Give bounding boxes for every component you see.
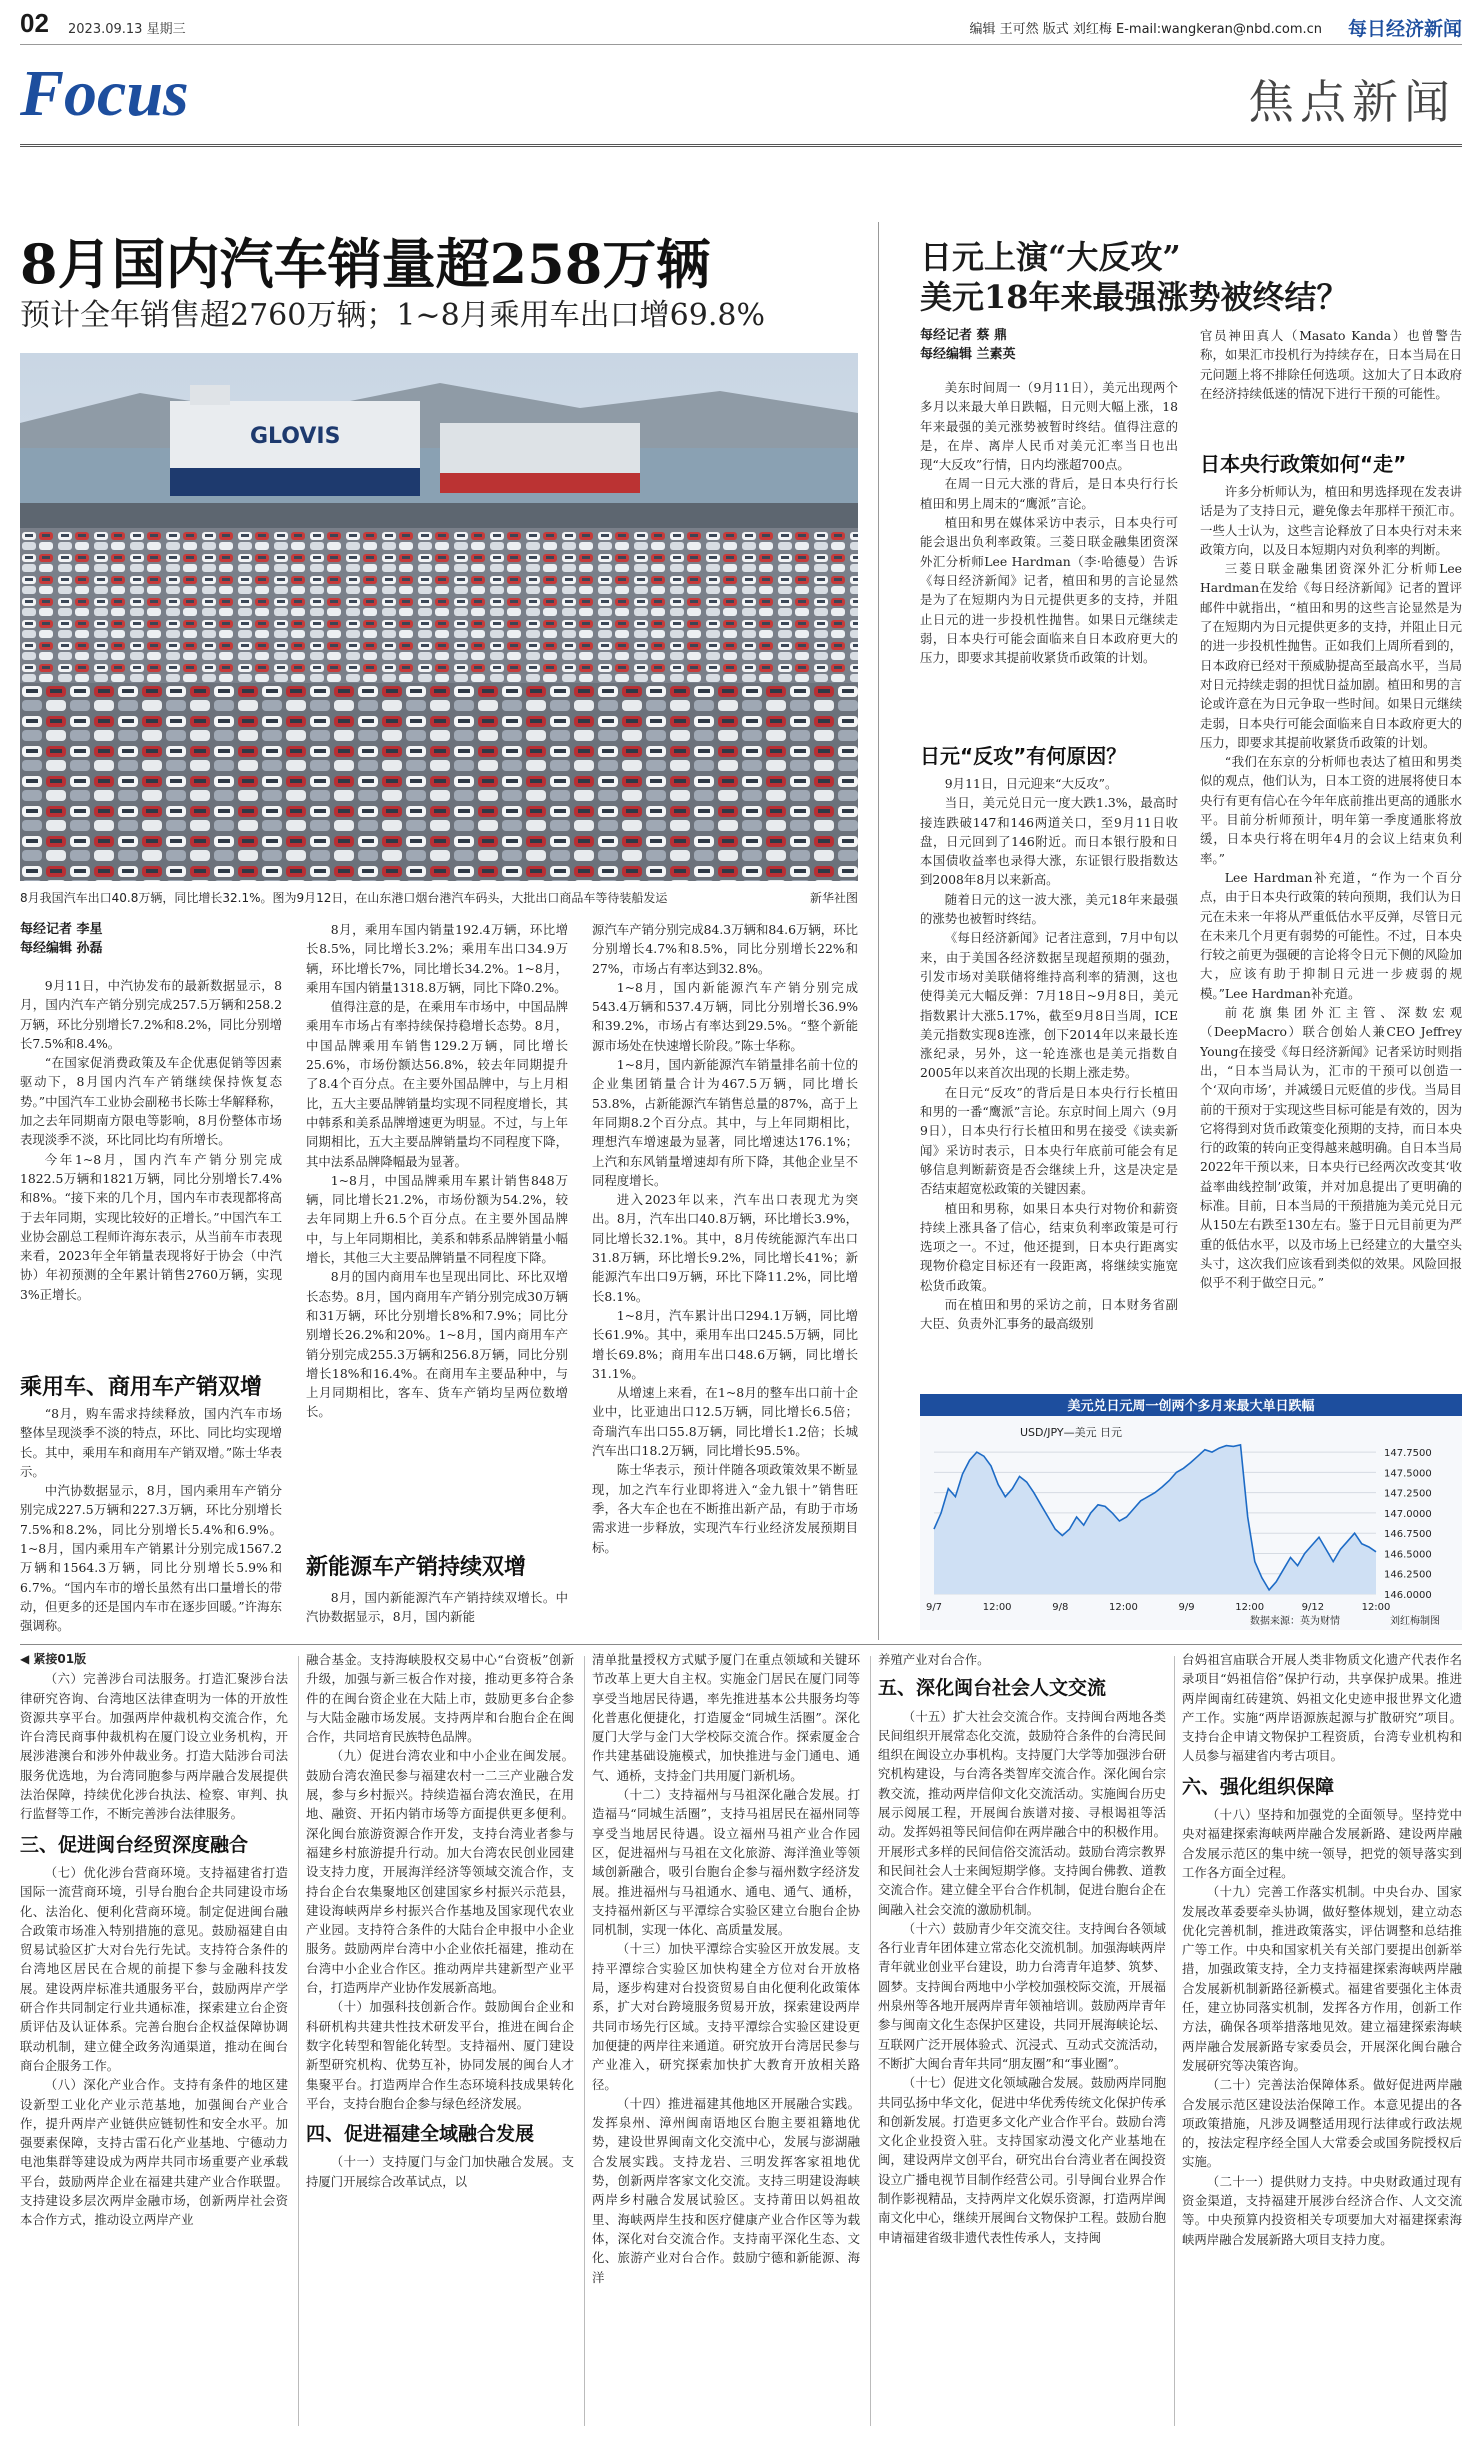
y-tick-label: 147.5000 (1384, 1468, 1432, 1480)
section-name-cn: 焦点新闻 (1248, 75, 1456, 129)
paragraph: （十二）支持福州与马祖深化融合发展。打造福马“同城生活圈”，支持马祖居民在福州同等享受当地居民待遇。设立福州马祖产业合作园区，促进福州与马祖在文化旅游、海洋渔业等领域创新融合，吸引台胞台企参与福州数字经济发展。推进福州与马祖通水、通电、通气、通桥，支持福州新区与平潭综合实验区建立台胞台企协同机制，实现一体化、高质量发展。 (592, 1787, 860, 1938)
paragraph: 1~8月，国内新能源汽车产销分别完成543.4万辆和537.4万辆，同比分别增长36.9%和39.2%，市场占有率达到29.5%。“整个新能源市场处在快速增长阶段。”陈士华称。 (592, 979, 858, 1053)
paragraph: 养殖产业对台合作。 (878, 1652, 990, 1667)
main-headline: 8月国内汽车销量超258万辆 (20, 232, 711, 296)
paragraph: 《每日经济新闻》记者注意到，7月中旬以来，由于美国各经济数据呈现超预期的强劲，引发市场对美联储将维持高利率的猜测，这也使得美元大幅反弹：7月18日~9月8日，美元指数累计大涨5.17%，截至9月8日当周，ICE美元指数实现8连涨，创下2014年以来最长连涨纪录，另外，这一轮连涨也是美元指数自2005年以来首次出现的长期上涨走势。 (920, 930, 1178, 1081)
paragraph: 许多分析师认为，植田和男选择现在发表讲话是为了支持日元，避免像去年那样干预汇市。一些人士认为，这些言论释放了日本央行对未来政策方向，以及日本短期内对负利率的判断。 (1200, 484, 1462, 557)
paragraph: 1~8月，中国品牌乘用车累计销售848万辆，同比增长21.2%，市场份额为54.2%，较去年同期上升6.5个百分点。在主要外国品牌中，与上年同期相比，美系和韩系品牌销量小幅增长，其他三大主要品牌销量不同程度下降。 (306, 1172, 568, 1266)
main-col-1b (20, 1404, 282, 1634)
chart-credit: 刘红梅制图 (1390, 1616, 1440, 1627)
paragraph: 植田和男称，如果日本央行对物价和薪资持续上涨具备了信心，结束负利率政策是可行选项之一。不过，他还提到，日本央行距离实现物价稳定目标还有一段距离，将继续实施宽松货币政策。 (920, 1200, 1178, 1293)
paragraph: 在周一日元大涨的背后，是日本央行行长植田和男上周末的“鹰派”言论。 (920, 476, 1178, 511)
editor-info: 编辑 王可然 版式 刘红梅 E-mail:wangkeran@nbd.com.cn (969, 22, 1322, 37)
yen-col-a2 (920, 774, 1178, 1386)
bottom-col-5 (1182, 1650, 1462, 2426)
paragraph: （十九）完善工作落实机制。中央台办、国家发展改革委要牵头协调，做好整体规划，建立动态优化完善机制，推进政策落实，评估调整和总结推广等工作。中央和国家机关有关部门要提出创新举措，加强政策支持，全力支持福建探索海峡两岸融合发展新机制新路径新模式。福建省要强化主体责任，建立协同落实机制，发挥各方作用，创新工作方法，确保各项举措落地见效。建立福建探索海峡两岸融合发展新路专家委员会，开展深化闽台融合发展研究等决策咨询。 (1182, 1884, 1462, 2073)
photo-credit: 新华社图 (809, 891, 858, 905)
y-tick-label: 146.5000 (1384, 1549, 1432, 1561)
paragraph: （十）加强科技创新合作。鼓励闽台企业和科研机构共建共性技术研发平台，推进在闽台企数字化转型和智能化转型。支持福州、厦门建设新型研究机构、优势互补，协同发展的闽台人才集聚平台。打造两岸合作生态环境科技成果转化平台，支持台胞台企参与绿色经济发展。 (306, 1999, 574, 2111)
column-divider (870, 1656, 871, 2426)
paragraph: “我们在东京的分析师也表达了植田和男类似的观点，他们认为，日本工资的进展将使日本央行有更有信心在今年年底前推出更高的通胀水平。目前分析师预计，明年第一季度通胀将放缓，日本央行将在明年4月的会议上结束负利率。” (1200, 754, 1462, 866)
subhead-nev: 新能源车产销持续双增 (306, 1555, 527, 1580)
main-byline (20, 920, 103, 958)
paragraph: （十七）促进文化领域融合发展。鼓励两岸同胞共同弘扬中华文化，促进中华优秀传统文化保护传承和创新发展。打造更多文化产业合作平台。鼓励台湾文化企业投资入驻。支持国家动漫文化产业基地在闽，建设两岸文创平台，研究出台台湾业者在闽投资设立广播电视节目制作经营公司。引导闽台业界合作制作影视精品，支持两岸文化娱乐资源，打造两岸闽南文化中心，继续开展闽台文物保护工程。鼓励台胞申请福建省级非遗代表性传承人，支持闽 (878, 2075, 1166, 2245)
subhead-passenger-commercial: 乘用车、商用车产销双增 (20, 1375, 263, 1400)
subhead-yen-reason: 日元“反攻”有何原因？ (920, 744, 1127, 768)
issue-date: 2023.09.13 星期三 (68, 22, 186, 37)
paragraph: （十三）加快平潭综合实验区开放发展。支持平潭综合实验区加快构建全方位对台开放格局，逐步构建对台投资贸易自由化便利化政策体系，扩大对台跨境服务贸易开放，探索建设两岸共同市场先行区域。支持平潭综合实验区建设更加便捷的两岸往来通道。研究放开台湾居民参与产业准入，研究探索加快扩大教育开放相关路径。 (592, 1941, 860, 2092)
paragraph: 台妈祖宫庙联合开展人类非物质文化遗产代表作名录项目“妈祖信俗”保护行动，共享保护成果。推进两岸闽南红砖建筑、妈祖文化史迹申报世界文化遗产工作。实施“两岸语源族起源与扩散研究”项目。支持台企申请文物保护工程资质，台湾专业机构和人员参与福建省内考古项目。 (1182, 1652, 1462, 1764)
x-tick-label: 12:00 (982, 1602, 1012, 1613)
paragraph: 随着日元的这一波大涨，美元18年来最强的涨势也被暂时终结。 (920, 891, 1178, 927)
editor: 每经编辑 兰素英 (920, 347, 1016, 362)
paragraph: 8月，乘用车国内销量192.4万辆，环比增长8.5%，同比增长3.2%；乘用车出口34.9万辆，环比增长7%，同比增长34.2%。1~8月，乘用车国内销量1318.8万辆，同比下降0.2%。 (306, 922, 568, 995)
paragraph: （二十）完善法治保障体系。做好促进两岸融合发展示范区建设法治保障工作。本意见提出的各项政策措施，凡涉及调整适用现行法律或行政法规的，按法定程序经全国人大常委会或国务院授权后实施。 (1182, 2077, 1462, 2170)
photo-caption (20, 889, 858, 906)
paragraph: 今年1~8月，国内汽车产销分别完成1822.5万辆和1821万辆，同比分别增长7.4%和8%。“接下来的几个月，国内车市表现都将高于去年同期，实现比较好的正增长。”中国汽车工业协会副总工程师许海东表示，从当前车市表现来看，2023年全年销量表现将好于协会（中汽协）年初预测的全年累计销售2760万辆，实现3%正增长。 (20, 1151, 282, 1302)
paragraph: （六）完善涉台司法服务。打造汇聚涉台法律研究咨询、台湾地区法律查明为一体的开放性资源共享平台。加强两岸仲裁机构交流合作，允许台湾民商事仲裁机构在厦门设立业务机构，开展涉港澳台和涉外仲裁业务。打造大陆涉台司法服务优选地，为台湾同胞参与两岸融合发展提供法治保障，持续优化涉台执法、检察、审判、执行监督等工作，不断完善涉台法律服务。 (20, 1671, 288, 1822)
paragraph: 从增速上来看，在1~8月的整车出口前十企业中，比亚迪出口12.5万辆，同比增长6.5倍；奇瑞汽车出口55.8万辆，同比增长1.2倍；长城汽车出口18.2万辆，同比增长95.5%。 (592, 1385, 858, 1459)
paragraph: 中汽协数据显示，8月，国内乘用车产销分别完成227.5万辆和227.3万辆，环比分别增长7.5%和8.2%，同比分别增长5.4%和6.9%。1~8月，国内乘用车产销累计分别完成1567.2万辆和1564.3万辆，同比分别增长5.9%和6.7%。“国内车市的增长虽然有出口量增长的带动，但更多的还是国内车市在逐步回暖。”许海东强调称。 (20, 1483, 282, 1634)
ship-name: GLOVIS (250, 424, 341, 449)
page-separator (20, 1644, 1462, 1645)
paragraph: 植田和男在媒体采访中表示，日本央行可能会退出负利率政策。三菱日联金融集团资深外汇分析师Lee Hardman（李·哈德曼）告诉《每日经济新闻》记者，植田和男的言论显然是为了在短期内为日元提供更多的支持，并阻止日元的进一步投机性抛售。如果日元继续走弱，日本央行可能会面临来自日本政府更大的压力，即要求其提前收紧货币政策的计划。 (920, 515, 1178, 666)
y-tick-label: 146.7500 (1384, 1529, 1432, 1541)
y-tick-label: 147.2500 (1384, 1488, 1432, 1500)
paragraph: （八）深化产业合作。支持有条件的地区建设新型工业化产业示范基地，加强闽台产业合作，提升两岸产业链供应链韧性和安全水平。加强要素保障，支持古雷石化产业基地、宁德动力电池集群等建设成为两岸共同市场重要产业承载平台，鼓励两岸企业在福建共建产业合作联盟。支持建设多层次两岸金融市场，创新两岸社会资本合作方式，推动设立两岸产业 (20, 2077, 288, 2228)
subhead-section-5: 五、深化闽台社会人文交流 (878, 1677, 1107, 1700)
y-tick-label: 147.7500 (1384, 1448, 1432, 1460)
x-tick-label: 9/9 (1178, 1602, 1195, 1613)
yen-byline (920, 326, 1016, 364)
paragraph: （二十一）提供财力支持。中央财政通过现有资金渠道，支持福建开展涉台经济合作、人文交流等。中央预算内投资相关专项要加大对福建探索海峡两岸融合发展新路大项目支持力度。 (1182, 2173, 1462, 2247)
subhead-section-4: 四、促进福建全域融合发展 (306, 2123, 535, 2146)
paragraph: 当日，美元兑日元一度大跌1.3%，最高时接连跌破147和146两道关口，至9月11日收盘，日元回到了146附近。而日本银行股和日本国债收益率也录得大涨，东证银行股指数达到2008年8月以来新高。 (920, 795, 1178, 888)
x-tick-label: 9/8 (1052, 1602, 1069, 1613)
section-name: Focus (20, 57, 189, 130)
paragraph: 值得注意的是，在乘用车市场中，中国品牌乘用车市场占有率持续保持稳增长态势。8月，中国品牌乘用车销售129.2万辆，同比增长25.6%，市场份额达56.8%，较去年同期提升了8.4个百分点。在主要外国品牌中，与上月相比，五大主要品牌销量均实现不同程度增长，其中韩系和美系品牌增速更为明显。不过，与上年同期相比，五大主要品牌销量均不同程度下降，其中法系品牌降幅最为显著。 (306, 999, 568, 1169)
paragraph: “在国家促消费政策及车企优惠促销等因素驱动下，8月国内汽车产销继续保持恢复态势。”中国汽车工业协会副秘书长陈士华解释称，加之去年同期南方限电等影响，8月份整体市场表现淡季不淡，环比同比均有所增长。 (20, 1055, 282, 1148)
paragraph: 陈士华表示，预计伴随各项政策效果不断显现，加之汽车行业即将进入“金九银十”销售旺季，各大车企也在不断推出新产品，有助于市场需求进一步释放，实现汽车行业经济发展预期目标。 (592, 1462, 858, 1555)
bottom-col-4 (878, 1650, 1166, 2426)
y-tick-label: 146.2500 (1384, 1569, 1432, 1581)
paragraph: 源汽车产销分别完成84.3万辆和84.6万辆，环比分别增长4.7%和8.5%，同比分别增长22%和27%，市场占有率达到32.8%。 (592, 922, 858, 976)
paragraph: （十六）鼓励青少年交流交往。支持闽台各领域各行业青年团体建立常态化交流机制。加强海峡两岸青年就业创业平台建设，助力台湾青年追梦、筑梦、圆梦。支持闽台两地中小学校加强校际交流，开展福州泉州等各地开展两岸青年领袖培训。鼓励两岸青年参与闽南文化生态保护区建设，共同开展海峡论坛、互联网广泛开展体验式、沉浸式、互动式交流活动，不断扩大闽台青年共同“朋友圈”和“事业圈”。 (878, 1920, 1166, 2071)
main-col-2b (306, 1588, 568, 1634)
photo-caption-text: 8月我国汽车出口40.8万辆，同比增长32.1%。图为9月12日，在山东港口烟台港汽车码头，大批出口商品车等待装船发运 (20, 891, 668, 905)
news-photo (20, 353, 858, 881)
usdjpy-chart (920, 1394, 1462, 1630)
bottom-col-2 (306, 1650, 574, 2426)
editor: 每经编辑 孙磊 (20, 941, 103, 956)
subhead-boj-policy: 日本央行政策如何“走” (1200, 452, 1407, 476)
paragraph: （十四）推进福建其他地区开展融合实践。发挥泉州、漳州闽南语地区台胞主要祖籍地优势，建设世界闽南文化交流中心，发展与澎湖融合发展实践。支持龙岩、三明发挥客家祖地优势，创新两岸客家文化交流。支持三明建设海峡两岸乡村融合发展试验区。支持莆田以妈祖故里、海峡两岸生技和医疗健康产业合作区等为载体，深化对台交流合作。支持南平深化生态、文化、旅游产业对台合作。鼓励宁德和新能源、海洋 (592, 2095, 860, 2285)
column-divider (584, 1656, 585, 2426)
y-tick-label: 146.0000 (1384, 1590, 1432, 1601)
paragraph: Lee Hardman补充道，“作为一个百分点，由于日本央行政策的转向预期，我们认为日元在未来一年将从严重低估水平反弹，尽管日元在未来几个月更有弱势的可能性。不过，日本央行较之前更为强硬的言论将令日元下侧的风险加大，应该有助于抑制日元进一步疲弱的规模。”Lee Hardman补充道。 (1200, 869, 1462, 1001)
paragraph: 9月11日，日元迎来“大反攻”。 (944, 776, 1118, 791)
y-tick-label: 147.0000 (1384, 1508, 1432, 1520)
continued-label: ◀ 紧接01版 (20, 1652, 87, 1666)
column-divider (1174, 1656, 1175, 2426)
section-banner (20, 44, 1462, 147)
x-tick-label: 12:00 (1235, 1602, 1265, 1613)
paragraph: 8月，国内新能源汽车产销持续双增长。中汽协数据显示，8月，国内新能 (306, 1590, 568, 1625)
subhead-section-6: 六、强化组织保障 (1182, 1775, 1335, 1798)
paragraph: 8月的国内商用车也呈现出同比、环比双增长态势。8月，国内商用车产销分别完成30万辆和31万辆，环比分别增长8%和7.9%；同比分别增长26.2%和20%。1~8月，国内商用车产销分别完成255.3万辆和256.8万辆，同比分别增长18%和16.4%。在商用车主要品种中，与上月同期相比，客车、货车产销均呈两位数增长。 (306, 1269, 568, 1420)
paragraph: 融合基金。支持海峡股权交易中心“台资板”创新升级，加强与新三板合作对接，推动更多符合条件的在闽台资企业在大陆上市，鼓励更多台企参与大陆金融市场发展。支持两岸和台胞台企在闽合作，共同培育民族特色品牌。 (306, 1652, 574, 1745)
yen-headline-line1: 日元上演“大反攻” (920, 238, 1181, 276)
paragraph: 官员神田真人（Masato Kanda）也曾警告称，如果汇市投机行为持续存在，日本当局在日元问题上将不排除任何选项。这加大了日本政府在经济持续低迷的情况下进行干预的可能性。 (1200, 328, 1462, 401)
yen-col-b2 (1200, 482, 1462, 1386)
paragraph: 在日元“反攻”的背后是日本央行行长植田和男的一番“鹰派”言论。东京时间上周六（9月9日），日本央行行长植田和男在接受《读卖新闻》采访时表示，日本央行年底前可能会有足够信息判断薪资是否会继续上升，这是决定是否结束超宽松政策的关键因素。 (920, 1084, 1178, 1197)
paragraph: 三菱日联金融集团资深外汇分析师Lee Hardman在发给《每日经济新闻》记者的置评邮件中就指出，“植田和男的这些言论显然是为了在短期内为日元提供更多的支持，并阻止日元的进一步投机性抛售。正如我们上周所看到的，日本政府已经对干预威胁提高至最高水平，当局对日元持续走弱的担忧日益加剧。植田和男的言论或许意在为日元争取一些时间。如果日元继续走弱，日本央行可能会面临来自日本政府更大的压力，即要求其提前收紧货币政策的计划。 (1200, 561, 1462, 750)
yen-headline-line2: 美元18年来最强涨势被终结？ (920, 278, 1349, 316)
chart-legend: USD/JPY—美元 日元 (1020, 1426, 1123, 1439)
paragraph: 清单批量授权方式赋予厦门在重点领域和关键环节改革上更大自主权。实施金门居民在厦门同等享受当地居民待遇，率先推进基本公共服务均等化普惠化便捷化，打造厦金“同城生活圈”。深化厦门大学与金门大学校际交流合作。探索厦金合作共建基础设施模式，加快推进与金门通电、通气、通桥，支持金门共用厦门新机场。 (592, 1652, 860, 1783)
paragraph: （十一）支持厦门与金门加快融合发展。支持厦门开展综合改革试点，以 (306, 2154, 574, 2189)
paragraph: （七）优化涉台营商环境。支持福建省打造国际一流营商环境，引导台胞台企共同建设市场化、法治化、便利化营商环境。制定促进闽台融合政策市场准入特别措施的意见。鼓励福建自由贸易试验区扩大对台先行先试。支持符合条件的台湾地区居民在合规的前提下参与金融科技发展。建设两岸标准共通服务平台，鼓励两岸产学研合作共同制定行业共通标准，探索建立台企资质评估及认证体系。完善台胞台企权益保障协调联动机制，建立健全政务沟通渠道，推动在闽台商台企服务工作。 (20, 1864, 288, 2073)
x-tick-label: 9/12 (1301, 1602, 1325, 1613)
main-col-3 (592, 920, 858, 1634)
column-divider (298, 1656, 299, 2426)
paragraph: （十八）坚持和加强党的全面领导。坚持党中央对福建探索海峡两岸融合发展新路、建设两岸融合发展示范区的集中统一领导，把党的领导落实到工作各方面全过程。 (1182, 1807, 1462, 1880)
paragraph: 1~8月，汽车累计出口294.1万辆，同比增长61.9%。其中，乘用车出口245.5万辆，同比增长69.8%；商用车出口48.6万辆，同比增长31.1%。 (592, 1307, 858, 1381)
yen-col-a (920, 378, 1178, 734)
page-number: 02 (20, 8, 49, 38)
main-col-2 (306, 920, 568, 1532)
subhead-section-3: 三、促进闽台经贸深度融合 (20, 1833, 249, 1856)
paragraph: （九）促进台湾农业和中小企业在闽发展。鼓励台湾农渔民参与福建农村一二三产业融合发展，参与乡村振兴。持续造福台湾农渔民，在用地、融资、开拓内销市场等方面提供更多便利。深化闽台旅游资源合作开发，支持台湾业者参与福建乡村旅游提升行动。加大台湾农民创业园建设支持力度，开展海洋经济等领域交流合作，支持台企台农集聚地区创建国家乡村振兴示范县，建设海峡两岸乡村振兴合作基地及国家现代农业产业园。支持符合条件的大陆台企申报中小企业服务。鼓励两岸台湾中小企业依托福建，推动在台湾中小企业合作区。推动两岸共建新型产业平台，打造两岸产业协作发展新高地。 (306, 1748, 574, 1996)
page-header (20, 0, 1462, 45)
main-col-1 (20, 976, 282, 1362)
x-tick-label: 9/7 (925, 1602, 943, 1613)
paragraph: 进入2023年以来，汽车出口表现尤为突出。8月，汽车出口40.8万辆，环比增长3.9%，同比增长32.1%。其中，8月传统能源汽车出口31.8万辆，环比增长9.2%，同比增长41%；新能源汽车出口9万辆，环比下降11.2%，同比增长8.1%。 (592, 1192, 858, 1304)
reporter: 每经记者 蔡 鼎 (920, 328, 1008, 343)
chart-source: 数据来源：英为财情 (1250, 1616, 1340, 1627)
bottom-col-1 (20, 1650, 288, 2426)
reporter: 每经记者 李星 (20, 922, 103, 937)
x-tick-label: 12:00 (1361, 1602, 1391, 1613)
yen-col-b (1200, 326, 1462, 442)
chart-title: 美元兑日元周一创两个多月来最大单日跌幅 (1067, 1399, 1315, 1414)
paragraph: 前花旗集团外汇主管、深数宏观（DeepMacro）联合创始人兼CEO Jeffrey Young在接受《每日经济新闻》记者采访时则指出，“日本当局认为，汇市的干预可以创造一个‘双向市场’，并减缓日元贬值的步伐。当局目前的干预对于实现这些目标可能是有效的，因为它将得到对货币政策变化预期的支持，而日本央行的政策的转向正变得越来越明确。自日本当局2022年干预以来，日本央行已经两次改变其‘收益率曲线控制’政策，并对加息提出了更明确的标准。目前，日本当局的干预措施为美元兑日元从150左右跌至130左右。鉴于日元目前更为严重的低估水平，以及市场上已经建立的大量空头头寸，这次我们应该看到类似的效果。风险回报似乎不利于做空日元。” (1200, 1005, 1462, 1291)
paragraph: 美东时间周一（9月11日），美元出现两个多月以来最大单日跌幅，日元则大幅上涨，18年来最强的美元涨势被暂时终结。值得注意的是，在岸、离岸人民币对美元汇率当日也出现“大反攻”行情，日内均涨超700点。 (920, 380, 1178, 473)
paragraph: （十五）扩大社会交流合作。支持闽台两地各类民间组织开展常态化交流，鼓励符合条件的台湾民间组织在闽设立办事机构。支持厦门大学等加强涉台研究机构建设，与台湾各类智库交流合作。深化闽台宗教交流，推动两岸信仰文化交流活动。实施闽台历史展示阅展工程，开展闽台族谱对接、寻根谒祖等活动。发挥妈祖等民间信仰在两岸融合中的积极作用。开展形式多样的民间信俗交流活动。鼓励台湾宗教界和民间社会人士来闽短期学修。支持闽台佛教、道教交流合作。建立健全平台合作机制，促进台胞台企在闽融入社会交流的激励机制。 (878, 1708, 1166, 1917)
paragraph: “8月，购车需求持续释放，国内汽车市场整体呈现淡季不淡的特点，环比、同比均实现增长。其中，乘用车和商用车产销双增。”陈士华表示。 (20, 1406, 282, 1479)
paragraph: 9月11日，中汽协发布的最新数据显示，8月，国内汽车产销分别完成257.5万辆和258.2万辆，环比分别增长7.2%和8.2%，同比分别增长7.5%和8.4%。 (20, 978, 282, 1051)
x-tick-label: 12:00 (1109, 1602, 1138, 1613)
main-subheadline: 预计全年销售超2760万辆；1~8月乘用车出口增69.8% (20, 298, 765, 333)
column-divider (878, 222, 879, 1640)
newspaper-brand: 每日经济新闻 (1347, 18, 1462, 40)
bottom-col-3 (592, 1650, 860, 2426)
paragraph: 1~8月，国内新能源汽车销量排名前十位的企业集团销量合计为467.5万辆，同比增长53.8%，占新能源汽车销售总量的87%，高于上年同期8.2个百分点。其中，与上年同期相比，理想汽车增速最为显著，同比增速达176.1%；上汽和东风销量增速却有所下降，其他企业呈不同程度增长。 (592, 1057, 858, 1188)
paragraph: 而在植田和男的采访之前，日本财务省副大臣、负责外汇事务的最高级别 (920, 1297, 1178, 1332)
